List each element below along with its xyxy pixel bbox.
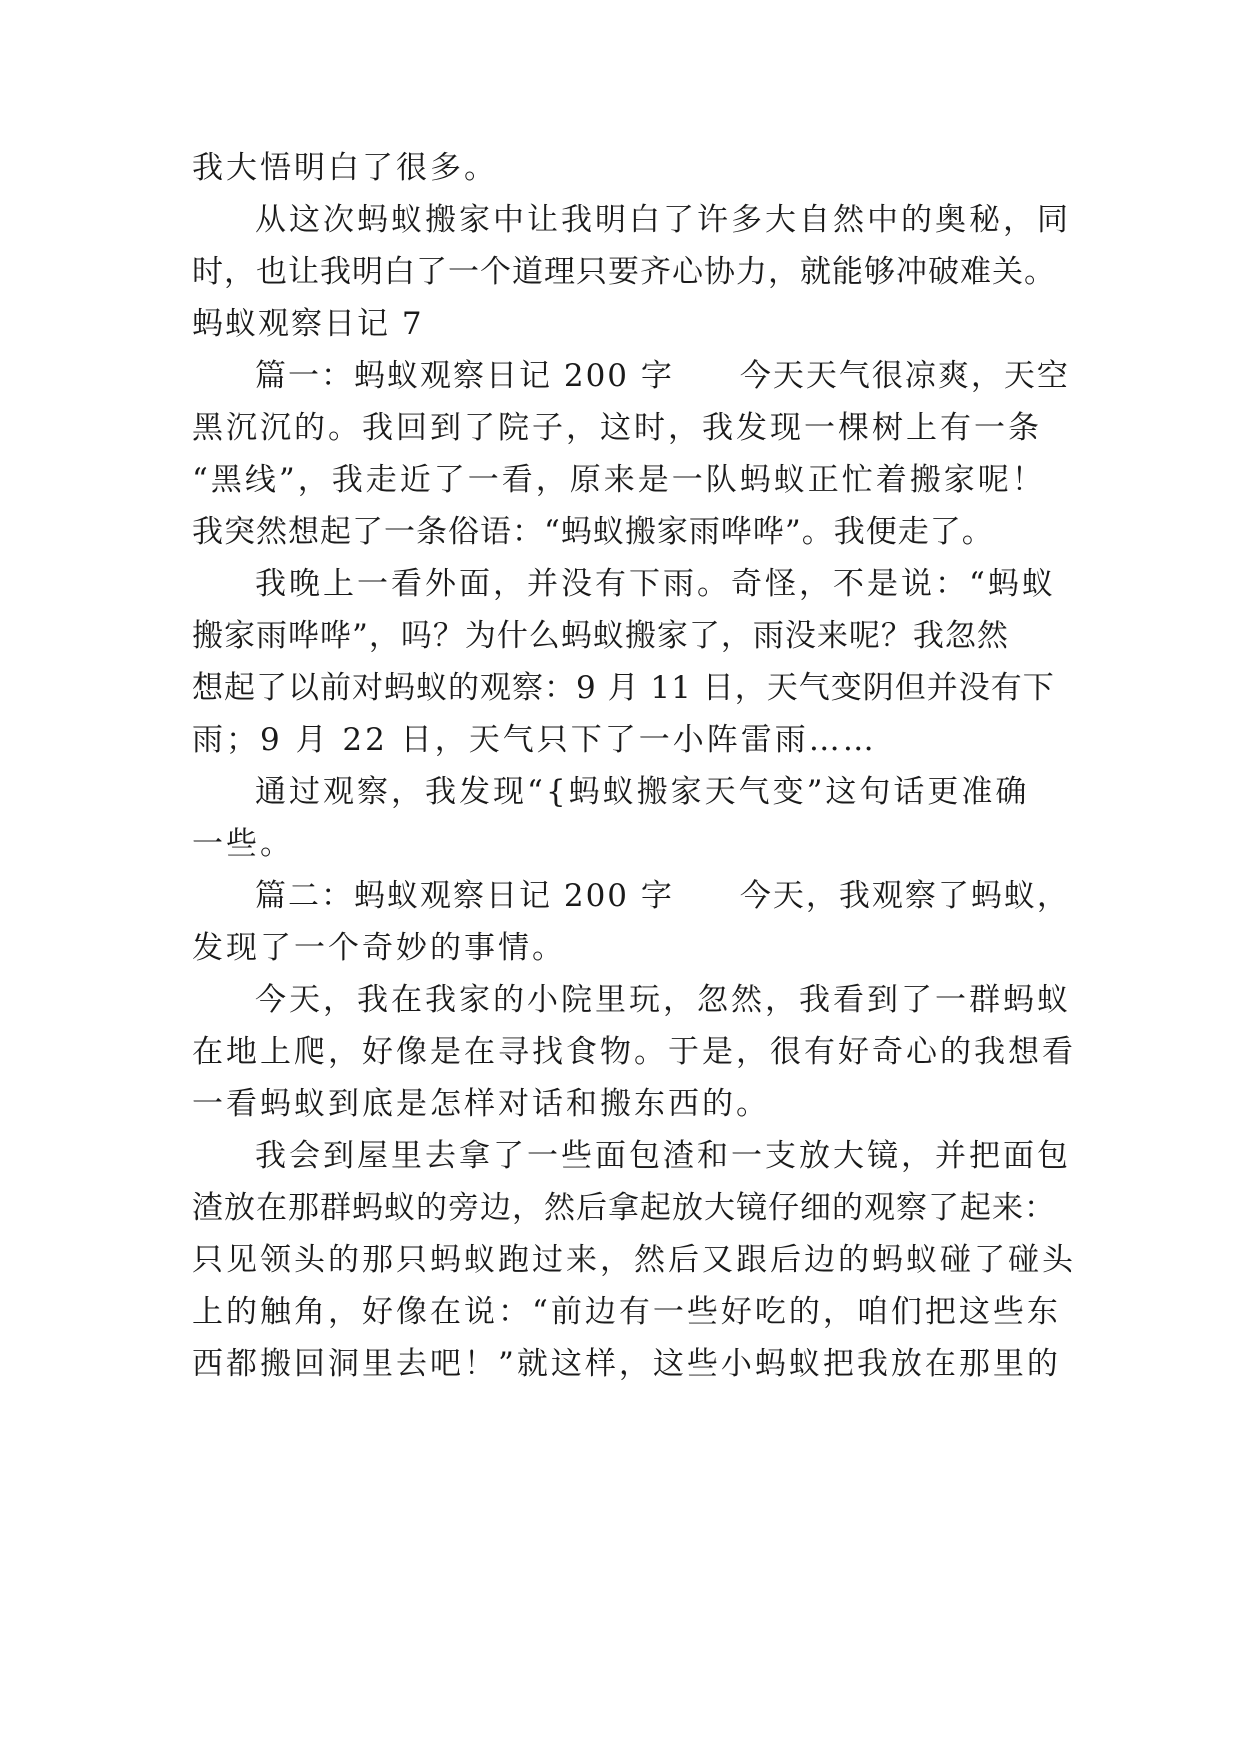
paragraph-start: 我晚上一看外面，并没有下雨。奇怪，不是说：“蚂蚁 — [255, 566, 1056, 602]
paragraph-start: 今天，我在我家的小院里玩，忽然，我看到了一群蚂蚁 — [255, 982, 1071, 1018]
text-line: 一看蚂蚁到底是怎样对话和搬东西的。 — [192, 1086, 770, 1122]
text-line: 搬家雨哗哗”，吗？为什么蚂蚁搬家了，雨没来呢？我忽然 — [192, 618, 1009, 654]
text-line: 黑沉沉的。我回到了院子，这时，我发现一棵树上有一条 — [192, 410, 1042, 446]
text-line: 在地上爬，好像是在寻找食物。于是，很有好奇心的我想看 — [192, 1034, 1076, 1070]
text-line: 我突然想起了一条俗语：“蚂蚁搬家雨哗哗”。我便走了。 — [192, 514, 994, 550]
text-line: 上的触角，好像在说：“前边有一些好吃的，咱们把这些东 — [192, 1294, 1061, 1330]
text-line: 渣放在那群蚂蚁的旁边，然后拿起放大镜仔细的观察了起来： — [192, 1190, 1056, 1226]
paragraph-start: 篇一：蚂蚁观察日记 200 字 今天天气很凉爽，天空 — [255, 358, 1070, 394]
text-line: 雨；9 月 22 日，天气只下了一小阵雷雨…… — [192, 722, 877, 758]
paragraph-start: 篇二：蚂蚁观察日记 200 字 今天，我观察了蚂蚁， — [255, 878, 1070, 914]
section-title: 蚂蚁观察日记 7 — [192, 306, 424, 342]
text-line: 一些。 — [192, 826, 294, 862]
paragraph-start: 我会到屋里去拿了一些面包渣和一支放大镜，并把面包 — [255, 1138, 1071, 1174]
text-line: 我大悟明白了很多。 — [192, 150, 498, 186]
text-line: “黑线”，我走近了一看，原来是一队蚂蚁正忙着搬家呢！ — [192, 462, 1046, 498]
paragraph-start: 从这次蚂蚁搬家中让我明白了许多大自然中的奥秘，同 — [255, 202, 1071, 238]
text-line: 想起了以前对蚂蚁的观察：9 月 11 日，天气变阴但并没有下 — [192, 670, 1055, 706]
text-line: 时，也让我明白了一个道理只要齐心协力，就能够冲破难关。 — [192, 254, 1056, 290]
paragraph-start: 通过观察，我发现“{蚂蚁搬家天气变”这句话更准确 — [255, 774, 1030, 810]
text-line: 西都搬回洞里去吧！”就这样，这些小蚂蚁把我放在那里的 — [192, 1346, 1061, 1382]
text-line: 只见领头的那只蚂蚁跑过来，然后又跟后边的蚂蚁碰了碰头 — [192, 1242, 1076, 1278]
text-line: 发现了一个奇妙的事情。 — [192, 930, 566, 966]
